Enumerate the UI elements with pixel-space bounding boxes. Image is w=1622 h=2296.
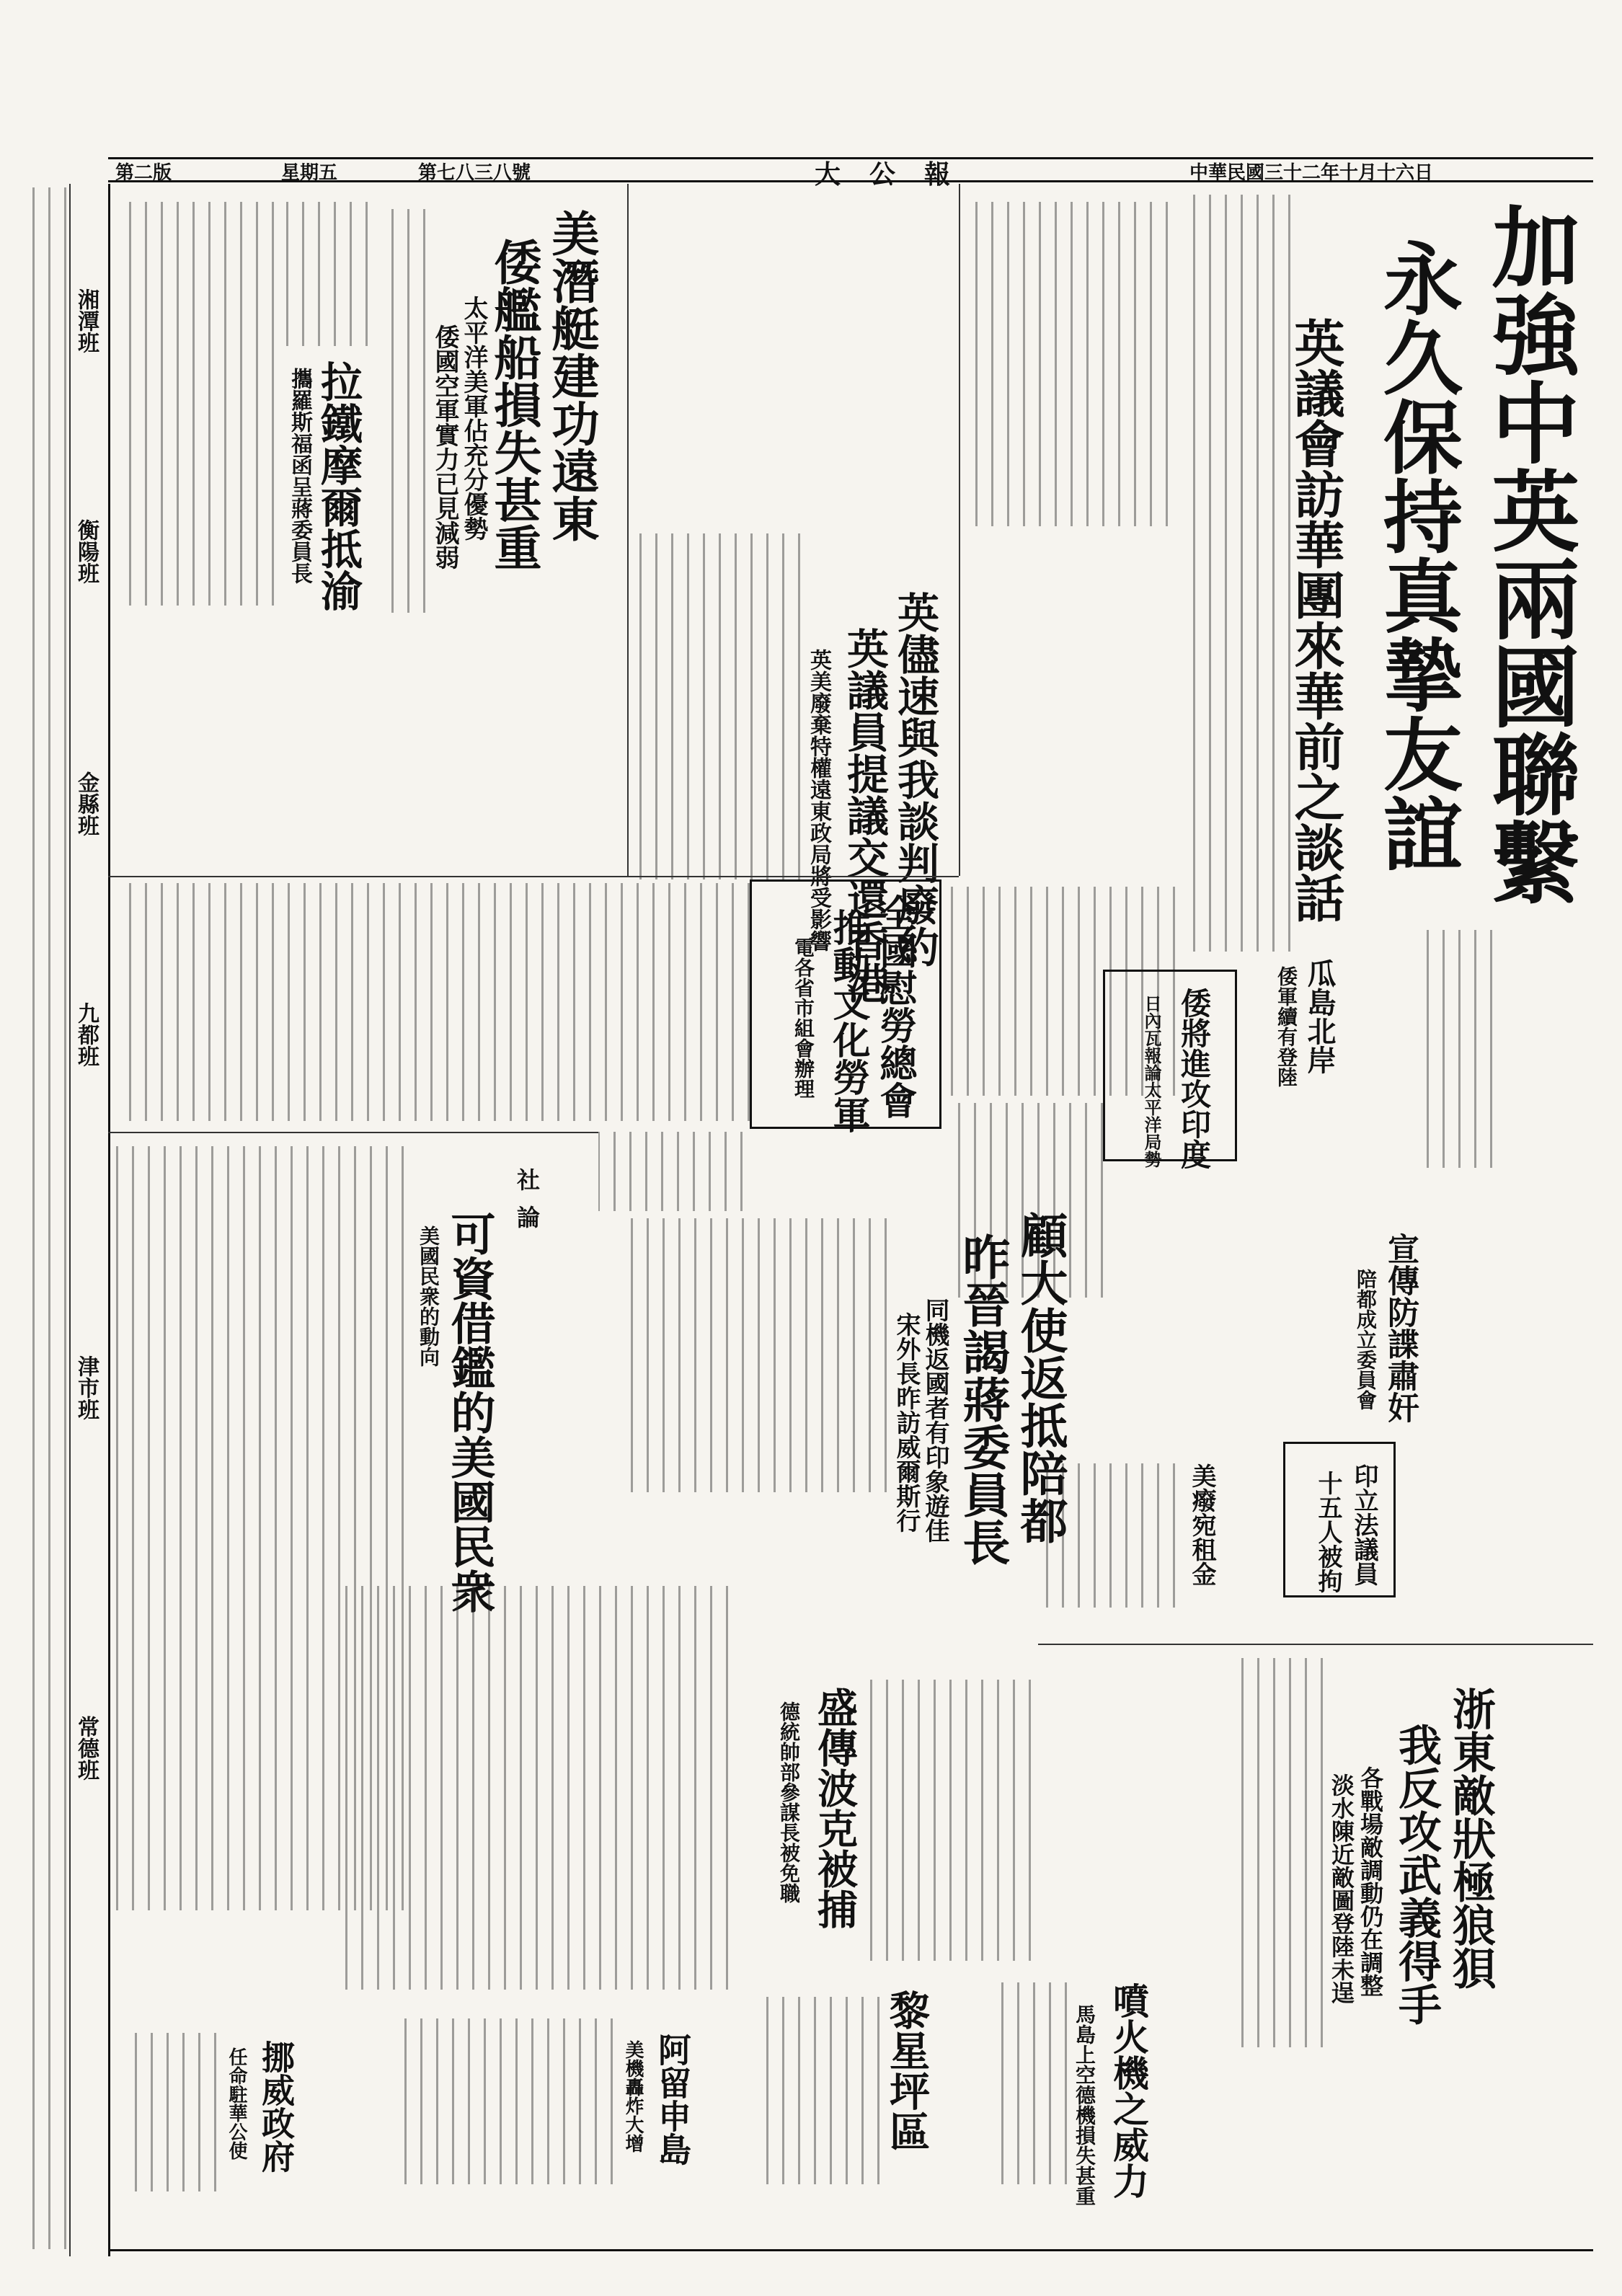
masthead-paper-name: 大公報: [815, 159, 980, 190]
col2-body: [634, 533, 800, 879]
br-body: [1233, 1658, 1323, 2047]
br-subhead-d: 十五人被拘: [1313, 1471, 1342, 1593]
br-subhead-f: 德統帥部參謀長被免職: [777, 1701, 801, 1903]
ticker-item: 常德班: [74, 1716, 99, 1781]
center-subhead-c: 同機返國者有印象遊佳: [921, 1298, 949, 1543]
koo-body: [620, 1218, 887, 1492]
col4-body: [115, 202, 274, 606]
col3-headline-a: 美潛艇建功遠東: [544, 209, 600, 542]
br-subhead-i: 任命駐華公使: [226, 2047, 247, 2160]
lead-subhead: 英議會訪華團來華前之談話: [1286, 317, 1346, 923]
br-subhead-h: 美機轟炸大增: [622, 2040, 644, 2153]
masthead-weekday: 星期五: [281, 162, 338, 184]
col3-divider: [627, 184, 629, 876]
br-subhead-c: 馬島上空德機損失甚重: [1073, 2004, 1096, 2206]
br-headline-f: 盛傳波克被捕: [811, 1687, 859, 1929]
comfort-body: [598, 1132, 743, 1211]
norway-body: [123, 2033, 216, 2191]
section-rule-2: [108, 1132, 598, 1133]
li-body: [757, 1997, 879, 2184]
center-subhead: 電各省市組會辦理: [792, 937, 815, 1099]
br-headline-i: 挪威政府: [257, 2040, 296, 2173]
section-rule-3: [1038, 1644, 1593, 1645]
col2-headline-a: 英儘速與我談判廢約: [890, 591, 939, 967]
center-subhead-d: 宋外長昨訪威爾斯行: [892, 1312, 921, 1533]
india-box: [1103, 970, 1237, 1161]
lead-body-lower: [973, 202, 1168, 526]
aleutian-body: [404, 2018, 613, 2184]
br-headline-g: 黎星坪區: [883, 1990, 931, 2151]
col4-body-top: [281, 202, 368, 346]
rm-headline-a: 宣傳防諜肅奸: [1382, 1233, 1419, 1423]
lead-headline-2: 永久保持真摯友誼: [1370, 238, 1463, 872]
center-headline-b: 推動文化勞軍: [826, 908, 870, 1133]
rm-subhead-c: 日內瓦報論太平洋局勢: [1141, 995, 1162, 1168]
masthead-date: 中華民國三十二年十月十六日: [1189, 162, 1434, 184]
col2-headline-b: 英議員提議交還香港: [840, 627, 889, 1003]
col3-headline-b: 倭艦船損失甚重: [486, 238, 542, 571]
mid-left-body: [115, 883, 750, 1121]
ticker-divider-2: [69, 184, 71, 2256]
col4-subhead: 攜羅斯福函呈蔣委員長: [287, 368, 312, 584]
rent-body: [1038, 1463, 1175, 1608]
br-headline-e: 美癈宛租金: [1187, 1463, 1216, 1586]
ticker-item: 金縣班: [74, 771, 99, 836]
center-headline-a: 全國慰勞總會: [873, 894, 917, 1119]
lead-body: [1182, 195, 1290, 952]
br-headline-h: 阿留申島: [653, 2033, 692, 2166]
rm-headline-b: 瓜島北岸: [1303, 959, 1337, 1074]
rm-subhead-a: 陪都成立委員會: [1354, 1269, 1378, 1410]
editorial-label: 社論: [513, 1168, 541, 1243]
ticker-item: 衡陽班: [74, 519, 99, 584]
page-bottom-rule: [108, 2249, 1593, 2251]
col3-subhead-b: 倭國空軍實力已見減弱: [430, 324, 459, 569]
editorial-byline: 美國民衆的動向: [417, 1225, 440, 1367]
ticker-item: 九都班: [74, 1002, 99, 1067]
br-headline-b: 我反攻武義得手: [1391, 1723, 1442, 2026]
ticker-body: [29, 187, 66, 2249]
editorial-headline: 可資借鑑的美國民衆: [443, 1211, 496, 1613]
br-headline-a: 浙東敵狀極狼狽: [1445, 1687, 1496, 1990]
editorial-body-2: [332, 1586, 728, 1990]
col3-subhead-a: 太平洋美軍佔充分優勢: [459, 296, 488, 541]
rm-body: [1413, 930, 1492, 1168]
col4-headline: 拉鐵摩爾抵渝: [314, 360, 363, 611]
col2-subhead: 英美廢棄特權遠東政局將受影響: [806, 649, 831, 952]
ticker-item: 津市班: [74, 1355, 99, 1420]
center-headline-d: 昨晉謁蔣委員長: [954, 1233, 1011, 1566]
col3-body: [389, 209, 425, 613]
ticker-divider: [108, 184, 110, 2256]
spitfire-body: [995, 1982, 1067, 2184]
masthead-edition: 第二版: [115, 162, 172, 184]
br-headline-d: 印立法議員: [1350, 1463, 1378, 1586]
br-subhead-b: 淡水陳近敵圖登陸未逞: [1328, 1773, 1355, 2004]
ticker-item: 湘潭班: [74, 288, 99, 353]
center-headline-c: 顧大使返抵陪都: [1012, 1211, 1068, 1544]
br-headline-c: 噴火機之威力: [1107, 1982, 1150, 2199]
rm-headline-c: 倭將進攻印度: [1176, 988, 1212, 1169]
br-subhead-a: 各戰場敵調動仍在調整: [1357, 1766, 1384, 1997]
rm-subhead-b: 倭軍續有登陸: [1275, 966, 1298, 1087]
section-rule-1: [108, 876, 959, 877]
masthead-issue-no: 第七八三八號: [418, 162, 531, 184]
col2-divider: [959, 184, 960, 876]
lead-headline-1: 加強中英兩國聯繫: [1477, 202, 1581, 905]
bock-body: [858, 1680, 1031, 1961]
